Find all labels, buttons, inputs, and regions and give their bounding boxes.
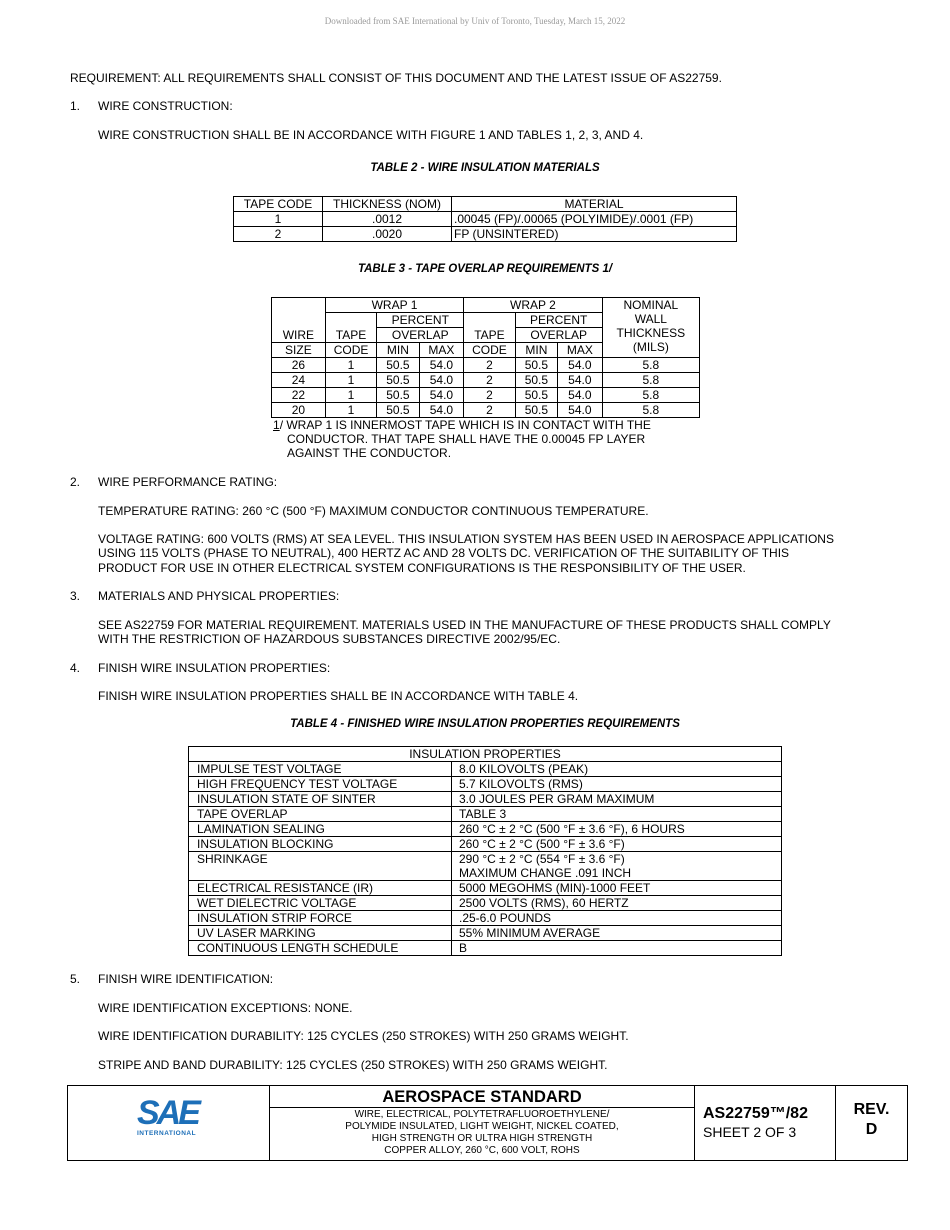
max-header: MAX — [419, 343, 464, 358]
section-1-heading: WIRE CONSTRUCTION: — [98, 99, 233, 113]
description-line-3: HIGH STRENGTH OR ULTRA HIGH STRENGTH — [371, 1133, 593, 1144]
nominal-wall-header — [602, 298, 699, 358]
max-header: MAX — [558, 343, 603, 358]
table-cell: 2 — [234, 227, 323, 242]
table-4-header: INSULATION PROPERTIES — [189, 747, 782, 762]
table-4 — [188, 746, 782, 956]
property-value: .25-6.0 POUNDS — [452, 911, 782, 926]
min-header: MIN — [515, 343, 557, 358]
table-2-header: MATERIAL — [452, 197, 737, 212]
footnote-line-1: / WRAP 1 IS INNERMOST TAPE WHICH IS IN CONTACT WITH THE — [279, 418, 651, 432]
table-2-header-row — [234, 197, 737, 212]
table-cell: FP (UNSINTERED) — [452, 227, 737, 242]
table-row — [189, 941, 782, 956]
table-cell: 5.8 — [602, 388, 699, 403]
table-cell: 54.0 — [558, 403, 603, 418]
table-4-title: TABLE 4 - FINISHED WIRE INSULATION PROPERTIES REQUIREMENTS — [290, 718, 680, 730]
code-header: CODE — [325, 343, 376, 358]
size-header: SIZE — [272, 343, 326, 358]
tape-header: TAPE — [464, 313, 515, 343]
table-row — [272, 388, 700, 403]
document-description — [270, 1109, 694, 1157]
table-3-title: TABLE 3 - TAPE OVERLAP REQUIREMENTS 1/ — [357, 263, 613, 275]
table-cell: 54.0 — [419, 403, 464, 418]
property-value: 260 °C ± 2 °C (500 °F ± 3.6 °F), 6 HOURS — [452, 822, 782, 837]
table-cell: 50.5 — [515, 403, 557, 418]
table-cell: 1 — [325, 388, 376, 403]
table-cell: 1 — [325, 358, 376, 373]
min-header: MIN — [377, 343, 419, 358]
wire-label: WIRE — [282, 328, 315, 342]
stripe-band-durability: STRIPE AND BAND DURABILITY: 125 CYCLES (250 STROKES) WITH 250 GRAMS WEIGHT. — [98, 1058, 608, 1072]
section-2-heading: WIRE PERFORMANCE RATING: — [98, 475, 278, 489]
table-cell: 54.0 — [419, 388, 464, 403]
property-name: IMPULSE TEST VOLTAGE — [189, 762, 452, 777]
table-row — [189, 822, 782, 837]
overlap-header: OVERLAP — [515, 328, 602, 343]
table-row — [189, 792, 782, 807]
property-value-extra: MAXIMUM CHANGE .091 INCH — [452, 866, 782, 881]
property-name: TAPE OVERLAP — [189, 807, 452, 822]
property-name: WET DIELECTRIC VOLTAGE — [189, 896, 452, 911]
wire-header — [272, 298, 326, 343]
property-value: TABLE 3 — [452, 807, 782, 822]
table-row — [189, 926, 782, 941]
table-2-header: THICKNESS (NOM) — [323, 197, 452, 212]
document-number-cell — [695, 1086, 836, 1160]
table-3 — [271, 297, 700, 418]
property-name: SHRINKAGE — [189, 852, 452, 881]
percent-header: PERCENT — [377, 313, 464, 328]
table-cell: 54.0 — [558, 388, 603, 403]
table-cell: 50.5 — [377, 373, 419, 388]
table-cell: 50.5 — [515, 388, 557, 403]
nominal-label: NOMINAL — [623, 298, 679, 312]
property-name: HIGH FREQUENCY TEST VOLTAGE — [189, 777, 452, 792]
table-row — [189, 762, 782, 777]
temperature-rating: TEMPERATURE RATING: 260 °C (500 °F) MAXIMUM CONDUCTOR CONTINUOUS TEMPERATURE. — [98, 504, 649, 518]
table-cell: 1 — [325, 403, 376, 418]
tape-header: TAPE — [325, 313, 376, 343]
table-row — [272, 403, 700, 418]
description-line-1: WIRE, ELECTRICAL, POLYTETRAFLUOROETHYLENE/ — [354, 1109, 610, 1120]
sae-logo-text: SAE — [137, 1094, 198, 1132]
code-header: CODE — [464, 343, 515, 358]
wrap-1-header: WRAP 1 — [325, 298, 463, 313]
voltage-rating-line-1: VOLTAGE RATING: 600 VOLTS (RMS) AT SEA LEVEL. THIS INSULATION SYSTEM HAS BEEN USED IN AEROSPACE APPLICATIONS — [98, 532, 834, 546]
property-name: ELECTRICAL RESISTANCE (IR) — [189, 881, 452, 896]
section-2-number: 2. — [70, 475, 81, 489]
identification-exceptions: WIRE IDENTIFICATION EXCEPTIONS: NONE. — [98, 1001, 353, 1015]
section-1-number: 1. — [70, 99, 81, 113]
table-row — [189, 777, 782, 792]
section-5-number: 5. — [70, 972, 81, 986]
footnote-line-2: CONDUCTOR. THAT TAPE SHALL HAVE THE 0.00045 FP LAYER — [287, 432, 646, 446]
section-3-heading: MATERIALS AND PHYSICAL PROPERTIES: — [98, 589, 340, 603]
section-1-text: WIRE CONSTRUCTION SHALL BE IN ACCORDANCE WITH FIGURE 1 AND TABLES 1, 2, 3, AND 4. — [98, 128, 644, 142]
voltage-rating-line-2: USING 115 VOLTS (PHASE TO NEUTRAL), 400 HERTZ AC AND 28 VOLTS DC. VERIFICATION OF THE SUITABILITY OF THIS — [98, 546, 790, 560]
percent-header: PERCENT — [515, 313, 602, 328]
section-4-text: FINISH WIRE INSULATION PROPERTIES SHALL BE IN ACCORDANCE WITH TABLE 4. — [98, 689, 579, 703]
table-cell: 26 — [272, 358, 326, 373]
sheet-number: SHEET 2 OF 3 — [703, 1124, 797, 1140]
property-value: B — [452, 941, 782, 956]
wall-label: WALL — [634, 312, 667, 326]
property-value: 8.0 KILOVOLTS (PEAK) — [452, 762, 782, 777]
table-row — [189, 807, 782, 822]
table-cell: 54.0 — [419, 373, 464, 388]
property-name: INSULATION STRIP FORCE — [189, 911, 452, 926]
identification-durability: WIRE IDENTIFICATION DURABILITY: 125 CYCLES (250 STROKES) WITH 250 GRAMS WEIGHT. — [98, 1029, 629, 1043]
table-3-header-row — [272, 298, 700, 313]
table-cell: 50.5 — [377, 358, 419, 373]
description-cell — [270, 1086, 695, 1160]
property-name: INSULATION BLOCKING — [189, 837, 452, 852]
wrap-2-header: WRAP 2 — [464, 298, 602, 313]
overlap-header: OVERLAP — [377, 328, 464, 343]
section-4-heading: FINISH WIRE INSULATION PROPERTIES: — [98, 661, 331, 675]
table-cell: 54.0 — [419, 358, 464, 373]
section-3-number: 3. — [70, 589, 81, 603]
table-cell: 2 — [464, 358, 515, 373]
property-value: 5.7 KILOVOLTS (RMS) — [452, 777, 782, 792]
aerospace-standard-title: AEROSPACE STANDARD — [270, 1086, 694, 1108]
revision-cell — [836, 1086, 907, 1160]
table-cell: 2 — [464, 373, 515, 388]
table-2-header: TAPE CODE — [234, 197, 323, 212]
property-name: UV LASER MARKING — [189, 926, 452, 941]
property-value: 5000 MEGOHMS (MIN)-1000 FEET — [452, 881, 782, 896]
title-block — [67, 1085, 908, 1161]
table-cell: .0020 — [323, 227, 452, 242]
table-4-header-row — [189, 747, 782, 762]
table-row — [234, 212, 737, 227]
property-name: LAMINATION SEALING — [189, 822, 452, 837]
property-value: 3.0 JOULES PER GRAM MAXIMUM — [452, 792, 782, 807]
table-row — [189, 881, 782, 896]
table-cell: 5.8 — [602, 373, 699, 388]
section-3-line-2: WITH THE RESTRICTION OF HAZARDOUS SUBSTANCES DIRECTIVE 2002/95/EC. — [98, 632, 561, 646]
property-name: INSULATION STATE OF SINTER — [189, 792, 452, 807]
table-cell: .00045 (FP)/.00065 (POLYIMIDE)/.0001 (FP) — [452, 212, 737, 227]
property-name: CONTINUOUS LENGTH SCHEDULE — [189, 941, 452, 956]
description-line-4: COPPER ALLOY, 260 °C, 600 VOLT, ROHS — [384, 1145, 580, 1156]
table-cell: 2 — [464, 403, 515, 418]
table-row — [272, 358, 700, 373]
table-cell: 2 — [464, 388, 515, 403]
table-cell: 1 — [325, 373, 376, 388]
revision-label: REV. — [853, 1101, 890, 1118]
table-row — [189, 911, 782, 926]
table-cell: 50.5 — [515, 358, 557, 373]
section-5-heading: FINISH WIRE IDENTIFICATION: — [98, 972, 274, 986]
table-row — [189, 896, 782, 911]
table-cell: 5.8 — [602, 358, 699, 373]
section-4-number: 4. — [70, 661, 81, 675]
sae-logo — [137, 1096, 198, 1137]
table-cell: 50.5 — [377, 403, 419, 418]
table-row — [189, 837, 782, 852]
property-value: 260 °C ± 2 °C (500 °F ± 3.6 °F) — [452, 837, 782, 852]
description-line-2: POLYMIDE INSULATED, LIGHT WEIGHT, NICKEL COATED, — [345, 1121, 619, 1132]
mils-label: (MILS) — [632, 340, 669, 354]
table-2-title: TABLE 2 - WIRE INSULATION MATERIALS — [370, 162, 600, 174]
footnote-mark: 1 — [273, 418, 280, 432]
logo-cell — [68, 1086, 270, 1160]
table-cell: 20 — [272, 403, 326, 418]
sae-logo-subtext: INTERNATIONAL — [137, 1130, 197, 1137]
table-cell: 54.0 — [558, 358, 603, 373]
table-row — [234, 227, 737, 242]
table-cell: 54.0 — [558, 373, 603, 388]
table-cell: 1 — [234, 212, 323, 227]
requirement-text: REQUIREMENT: ALL REQUIREMENTS SHALL CONSIST OF THIS DOCUMENT AND THE LATEST ISSUE OF AS22759. — [70, 71, 722, 85]
table-cell: 50.5 — [515, 373, 557, 388]
footnote-line-3: AGAINST THE CONDUCTOR. — [287, 446, 452, 460]
property-value: 55% MINIMUM AVERAGE — [452, 926, 782, 941]
table-cell: 22 — [272, 388, 326, 403]
property-value: 2500 VOLTS (RMS), 60 HERTZ — [452, 896, 782, 911]
voltage-rating-line-3: PRODUCT FOR USE IN OTHER ELECTRICAL SYSTEM CONFIGURATIONS IS THE RESPONSIBILITY OF THE USER. — [98, 561, 746, 575]
table-row — [189, 852, 782, 867]
table-cell: 50.5 — [377, 388, 419, 403]
document-number: AS22759™/82 — [703, 1105, 808, 1122]
table-2 — [233, 196, 737, 242]
thickness-label: THICKNESS — [616, 326, 686, 340]
table-3-footnote — [273, 418, 651, 432]
table-cell: .0012 — [323, 212, 452, 227]
table-cell: 24 — [272, 373, 326, 388]
download-note: Downloaded from SAE International by Univ of Toronto, Tuesday, March 15, 2022 — [324, 16, 626, 26]
revision-letter: D — [865, 1121, 878, 1138]
table-cell: 5.8 — [602, 403, 699, 418]
table-row — [272, 373, 700, 388]
section-3-line-1: SEE AS22759 FOR MATERIAL REQUIREMENT. MATERIALS USED IN THE MANUFACTURE OF THESE PRODUCTS SHALL COMPLY — [98, 618, 831, 632]
property-value: 290 °C ± 2 °C (554 °F ± 3.6 °F) — [452, 852, 782, 867]
